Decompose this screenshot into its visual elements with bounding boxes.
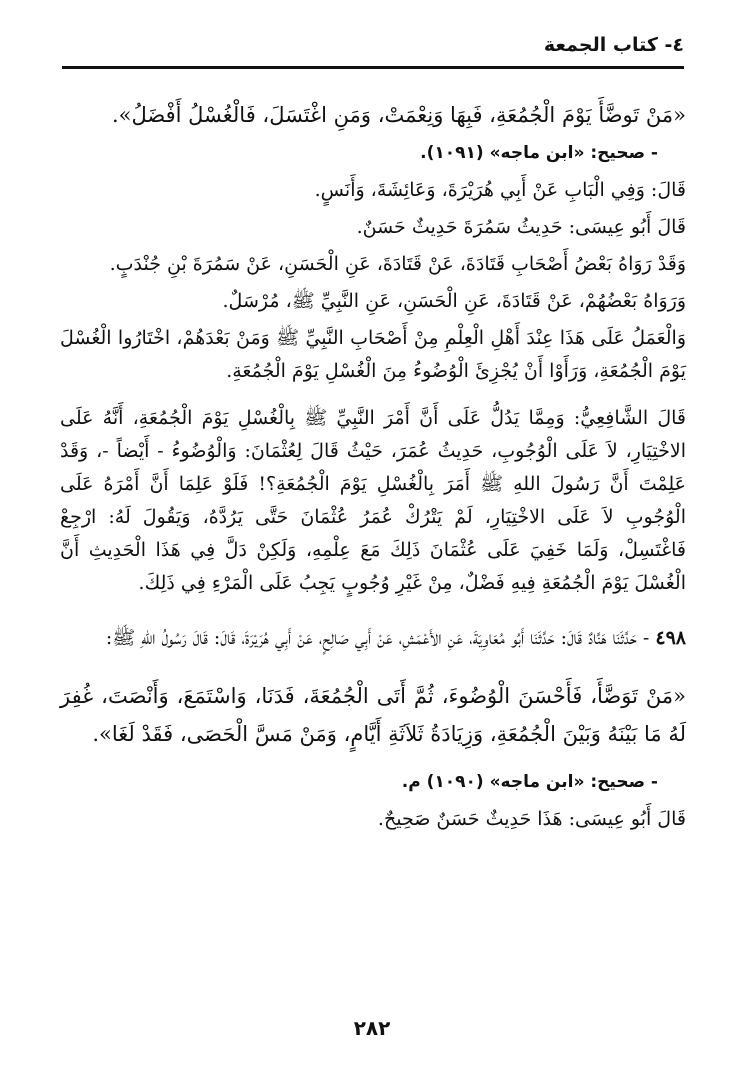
shafii-paragraph: قَالَ الشَّافِعِيُّ: وَمِمَّا يَدُلُّ عَلَى أَنَّ أَمْرَ النَّبِيِّ ﷺ بِالْغُسْلِ يَوْمَ الْجُمُعَةِ، أَنَّهُ عَلَى الاخْتِيَارِ، لاَ عَلَى الْوُجُوبِ، حَدِيثُ عُمَرَ، حَيْثُ قَالَ لِعُثْمَانَ: وَالْوُضُوءُ - أَيْضاً -، وَقَدْ عَلِمْتَ أَنَّ رَسُولَ اللهِ ﷺ أَمَرَ بِالْغُسْلِ يَوْمَ الْجُمُعَةِ؟! فَلَوْ عَلِمَا أَنَّ أَمْرَهُ عَلَى الْوُجُوبِ لاَ عَلَى الاخْتِيَارِ، لَمْ يَتْرُكْ عُمَرُ عُثْمَانَ حَتَّى يَرُدَّهُ، وَيَقُولَ لَهُ: ارْجِعْ فَاغْتَسِلْ، وَلَمَا خَفِيَ عَلَى عُثْمَانَ ذَلِكَ مَعَ عِلْمِهِ، وَلَكِنْ دَلَّ فِي هَذَا الْحَدِيثِ أَنَّ الْغُسْلَ يَوْمَ الْجُمُعَةِ فِيهِ فَضْلٌ، مِنْ غَيْرِ وُجُوبٍ يَجِبُ عَلَى الْمَرْءِ فِي ذَلِكَ. [60,407,686,594]
grading-1: - صحيح: «ابن ماجه» (١٠٩١). [420,143,658,163]
header-rule [62,66,684,69]
hadith-text-2: «مَنْ تَوَضَّأَ، فَأَحْسَنَ الْوُضُوءَ، ثُمَّ أَتَى الْجُمُعَةَ، فَدَنَا، وَاسْتَمَعَ، وَأَنْصَتَ، غُفِرَ لَهُ مَا بَيْنَهُ وَبَيْنَ الْجُمُعَةِ، وَزِيَادَةُ ثَلاَثَةِ أَيَّامٍ، وَمَنْ مَسَّ الْحَصَى، فَقَدْ لَغَا». [60,684,686,746]
chapter-title: ٤- كتاب الجمعة [543,34,684,56]
bab-note: قَالَ: وَفِي الْبَابِ عَنْ أَبِي هُرَيْرَةَ، وَعَائِشَةَ، وَأَنَسٍ. [314,179,686,201]
grading-2: - صحيح: «ابن ماجه» (١٠٩٠) م. [401,772,658,792]
riwaya-note-2: وَرَوَاهُ بَعْضُهُمْ، عَنْ قَتَادَةَ، عَنِ الْحَسَنِ، عَنِ النَّبِيِّ ﷺ، مُرْسَلٌ. [222,290,686,312]
isnad-text: - حَدَّثَنَا هَنَّادٌ قَالَ: حَدَّثَنَا أَبُو مُعَاوِيَةَ، عَنِ الأَعْمَشِ، عَنْ أَبِي صَالِحٍ، عَنْ أَبِي هُرَيْرَةَ، قَالَ: قَالَ رَسُولُ اللهِ ﷺ: [105,627,650,649]
amal-paragraph: وَالْعَمَلُ عَلَى هَذَا عِنْدَ أَهْلِ الْعِلْمِ مِنْ أَصْحَابِ النَّبِيِّ ﷺ وَمَنْ بَعْدَهُمْ، اخْتَارُوا الْغُسْلَ يَوْمَ الْجُمُعَةِ، وَرَأَوْا أَنْ يُجْزِئَ الْوُضُوءُ مِنَ الْغُسْلِ يَوْمَ الْجُمُعَةِ. [60,327,686,382]
riwaya-note-1: وَقَدْ رَوَاهُ بَعْضُ أَصْحَابِ قَتَادَةَ، عَنْ قَتَادَةَ، عَنِ الْحَسَنِ، عَنْ سَمُرَةَ بْنِ جُنْدَبٍ. [109,253,686,275]
abu-isa-comment-1: قَالَ أَبُو عِيسَى: حَدِيثُ سَمُرَةَ حَدِيثٌ حَسَنٌ. [356,216,686,238]
isnad-paragraph [60,622,686,655]
page-body [60,96,686,836]
running-header [62,30,684,70]
page-number: ٢٨٢ [353,1016,391,1040]
abu-isa-comment-2: قَالَ أَبُو عِيسَى: هَذَا حَدِيثٌ حَسَنٌ صَحِيحٌ. [377,808,686,830]
hadith-number: ٤٩٨ [655,627,686,649]
hadith-text-1: «مَنْ تَوضَّأَ يَوْمَ الْجُمُعَةِ، فَبِهَا وَنِعْمَتْ، وَمَنِ اغْتَسَلَ، فَالْغُسْلُ أَفْضَلُ». [111,103,686,127]
